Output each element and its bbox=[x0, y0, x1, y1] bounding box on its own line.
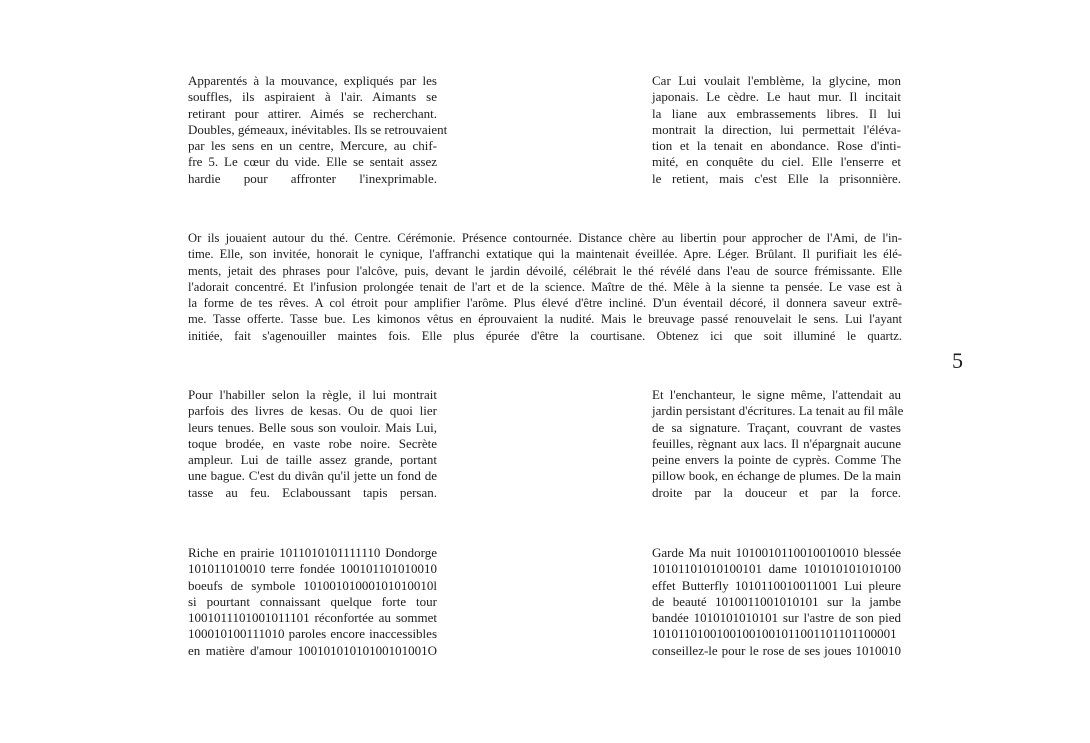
text-line: fre 5. Le cœur du vide. Elle se sentait assez bbox=[188, 154, 437, 170]
text-line: l'adorait concentré. Et l'infusion prolongée tenait de l'art et de la science. Maître de thé. Mêle à la sienne ta pensée. Le vase est à bbox=[188, 279, 902, 294]
text-line: le retient, mais c'est Elle la prisonnière. bbox=[652, 170, 901, 186]
text-line: 10101101001001001001011001101101100001 bbox=[652, 626, 897, 642]
text-block-lower-right bbox=[652, 387, 904, 501]
text-block-bottom-right bbox=[652, 545, 901, 659]
text-line: Et l'enchanteur, le signe même, l'attendait au bbox=[652, 387, 901, 402]
text-line: droite par la douceur et par la force. bbox=[652, 484, 901, 500]
text-line: feuilles, règnant aux lacs. Il n'épargnait aucune bbox=[652, 435, 901, 451]
text-line: pillow book, en échange de plumes. De la main bbox=[652, 468, 901, 484]
text-line: 1001011101001011101 réconfortée au sommet bbox=[188, 610, 437, 626]
text-line: mité, en conquête du ciel. Elle l'enserre et bbox=[652, 154, 901, 170]
text-line: japonais. Le cèdre. Le haut mur. Il incitait bbox=[652, 89, 901, 105]
text-line: me. Tasse offerte. Tasse bue. Les kimonos vêtus en éprouvaient la nudité. Mais le breuvage passé renouvelait le sens. Lui l'ayant bbox=[188, 312, 902, 327]
text-line: bandée 1010101010101 sur l'astre de son pied bbox=[652, 610, 901, 626]
text-line: ments, jetait des phrases pour l'alcôve, puis, devant le jardin dévoilé, célébrait le thé révélé dans l'eau de source frémissante. Elle bbox=[188, 263, 902, 278]
text-line: parfois des livres de kesas. Ou de quoi lier bbox=[188, 403, 437, 419]
text-block-middle bbox=[188, 230, 902, 344]
text-line: retirant pour attirer. Aimés se recherchant. bbox=[188, 105, 437, 121]
page-number: 5 bbox=[952, 348, 963, 373]
text-line: montrait la direction, lui permettait l'éléva- bbox=[652, 121, 901, 137]
text-line: 10101101010100101 dame 101010101010100 bbox=[652, 561, 901, 577]
text-line: conseillez-le pour le rose de ses joues 1010010 bbox=[652, 642, 901, 658]
text-line: Garde Ma nuit 1010010110010010010 blessée bbox=[652, 545, 901, 560]
text-line: leurs tenues. Belle sous son vouloir. Mais Lui, bbox=[188, 419, 437, 435]
text-line: tasse au feu. Eclaboussant tapis persan. bbox=[188, 484, 437, 500]
text-line: de sa signature. Traçant, couvrant de vastes bbox=[652, 419, 901, 435]
text-line: la liane aux embrassements libres. Il lui bbox=[652, 105, 901, 121]
text-line: hardie pour affronter l'inexprimable. bbox=[188, 170, 437, 186]
text-block-top-left bbox=[188, 73, 448, 187]
text-line: Or ils jouaient autour du thé. Centre. Cérémonie. Présence contournée. Distance chère au libertin pour approcher de l'Ami, de l'in- bbox=[188, 231, 902, 245]
text-line: tion et la tenait en abondance. Rose d'inti- bbox=[652, 138, 901, 154]
text-line: toque brodée, en vaste robe noire. Secrète bbox=[188, 435, 437, 451]
text-line: effet Butterfly 1010110010011001 Lui pleure bbox=[652, 577, 901, 593]
text-line: Riche en prairie 1011010101111110 Dondorge bbox=[188, 545, 437, 560]
text-line: une bague. C'est du divân qu'il jette un fond de bbox=[188, 468, 437, 484]
text-line: 101011010010 terre fondée 100101101010010 bbox=[188, 561, 437, 577]
text-line: la forme de tes rêves. A col étroit pour amplifier l'arôme. Plus élevé d'être incliné. D'un éventail décoré, il donnera saveur extrê- bbox=[188, 296, 902, 311]
text-line: time. Elle, son invitée, honorait le cynique, l'affranchi extatique qui la maintenait éveillée. Apre. Léger. Brûlant. Il purifiait les élé- bbox=[188, 247, 902, 262]
text-line: initiée, fait s'agenouiller maintes fois. Elle plus épurée d'être la courtisane. Obtenez ici que soit illuminé le quartz. bbox=[188, 328, 902, 343]
text-line: souffles, ils aspiraient à l'air. Aimants se bbox=[188, 89, 437, 105]
text-line: si pourtant connaissant quelque forte tour bbox=[188, 593, 437, 609]
text-line: par les sens en un centre, Mercure, au chif- bbox=[188, 138, 437, 154]
text-line: de beauté 1010011001010101 sur la jambe bbox=[652, 593, 901, 609]
text-line: Car Lui voulait l'emblème, la glycine, mon bbox=[652, 73, 901, 88]
text-line: en matière d'amour 10010101010100101001O bbox=[188, 642, 437, 658]
text-line: 100010100111010 paroles encore inaccessibles bbox=[188, 626, 437, 642]
text-block-lower-left bbox=[188, 387, 437, 501]
text-line: ampleur. Lui de taille assez grande, portant bbox=[188, 452, 437, 468]
text-block-top-right bbox=[652, 73, 901, 187]
text-block-bottom-left bbox=[188, 545, 437, 659]
text-line: boeufs de symbole 10100101000101010010l bbox=[188, 577, 437, 593]
text-line: peine envers la pointe de cyprès. Comme The bbox=[652, 452, 901, 468]
text-line: Pour l'habiller selon la règle, il lui montrait bbox=[188, 387, 437, 402]
text-line: jardin persistant d'écritures. La tenait au fil mâle bbox=[652, 403, 904, 419]
text-line: Apparentés à la mouvance, expliqués par les bbox=[188, 73, 437, 88]
text-line: Doubles, gémeaux, inévitables. Ils se retrouvaient bbox=[188, 121, 448, 137]
